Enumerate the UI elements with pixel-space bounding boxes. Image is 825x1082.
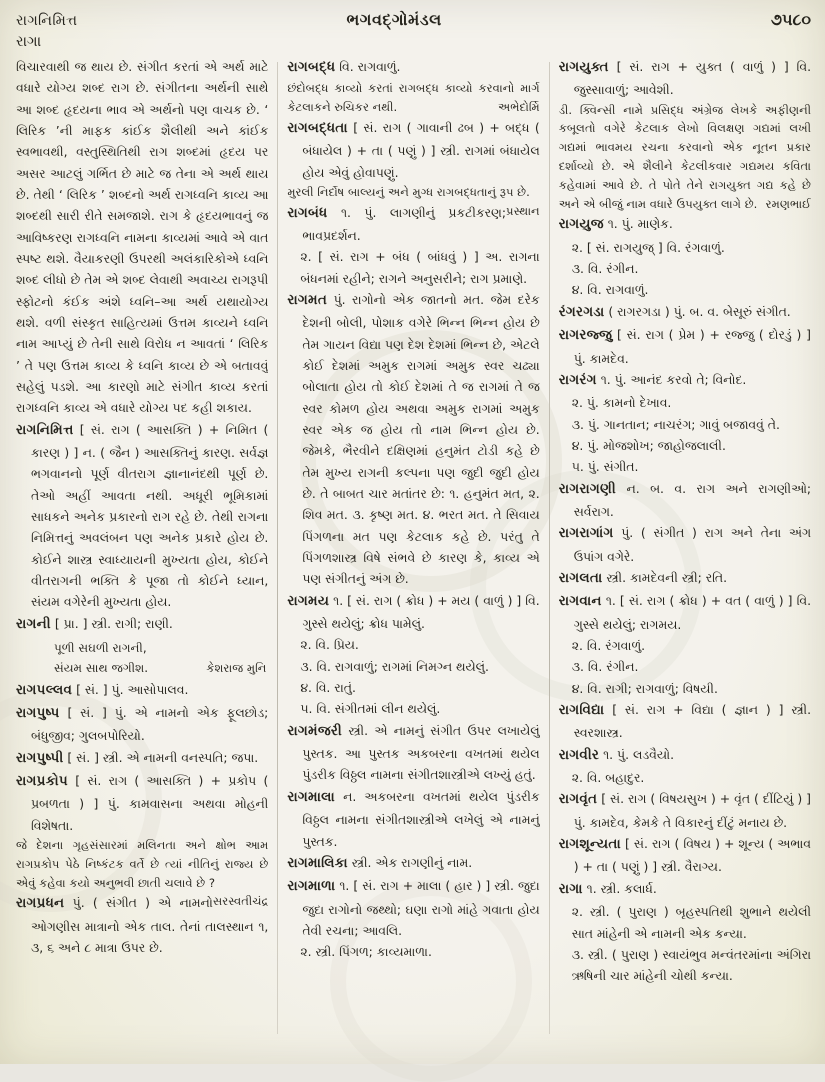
dictionary-entry: રાગા ૧. સ્ત્રી. કલાર્ધ. [558, 880, 657, 897]
sense-item: ૪. પું. મોજશોખ; જાહોજલાલી. [571, 437, 726, 453]
entry-headword: રાગબદ્ધતા [287, 119, 348, 136]
quote-citation: ડી. ક્વિન્સી નામે પ્રસિદ્ધ અંગ્રેજ લેખકે અફીણની કબૂલતો વગેરે કેટલાક લેખો વિલક્ષણ ગદ્યમાં લખી ગદ્યમાં ભાવમય રચના કરવાનો એક નૂતન પ્રકાર દર્શાવ્યો છે. એ શૈલીને કેટલીકવાર ગદ્યમય કવિતા કહેવામાં આવે છે. તે પોતે તેને રાગયુક્ત ગદ્ય કહે છે અને એ બીજું નામ વધારે ઉપયુક્ત લાગે છે. રમણભાઈ [559, 101, 811, 214]
entry-headword: રાગશૂન્યતા [558, 836, 621, 853]
continuation-paragraph: વિચારવાથી જ થાય છે. સંગીત કરતાં એ અર્થ માટે વધારે યોગ્ય શબ્દ રાગ છે. સંગીતના અર્થની સાથે આ શબ્દ હૃદયના ભાવ એ અર્થનો પણ વાચક છે. ‘ લિરિક ’ની માફક કાંઈક શૈલીથી અને કાંઈક સ્વભાવથી, વસ્તુસ્થિતિથી રાગ શબ્દમાં હૃદય પર અસર આટલું ગર્ભિત છે માટે જ તેના એ અર્થ થાય છે. તેથી ‘ લિરિક ’ શબ્દનો અર્થ રાગધ્વનિ કાવ્ય આ શબ્દથી સારી રીતે સમજાશે. રાગ કે હૃદયભાવનું જ આવિષ્કરણ રાગધ્વનિ નામના કાવ્યમાં આવે એ વાત સ્પષ્ટ થશે. વૈયાકરણી ઉપરથી અલંકારિકોએ ધ્વનિ શબ્દ લીધો છે તેમ એ શબ્દ લેવાથી અવાચ્ય રાગરૂપી સ્ફોટનો કંઈક અંશે ધ્વનિ–આ અર્થ યથાયોગ્ય થશે. વળી સંસ્કૃત સાહિત્યમાં ઉત્તમ કાવ્યને ધ્વનિ નામ આપ્યું છે તેની સાથે વિરોધ ન આવતાં ‘ લિરિક ’ તે પણ ઉત્તમ કાવ્ય કે ધ્વનિ કાવ્ય છે એ બતાવવું સહેલું પડશે. આ કારણો માટે સંગીત કાવ્ય કરતાં રાગધ્વનિ કાવ્ય એ વધારે યોગ્ય પદ કહી શકાય. [16, 59, 269, 416]
sense-item: ૩. પું. ગાનતાન; નાચરંગ; ગાવું બજાવવું તે. [571, 416, 780, 432]
sense-item: ૫. પું. સંગીત. [571, 459, 639, 475]
column-divider [549, 62, 550, 1034]
dictionary-column-3 [559, 56, 811, 1044]
dictionary-entry: રાગપુષ્પ [ સં. ] પું. એ નામનો એક ફૂલછોડ; બંધુજીવ; ગુલબપોરિયો. [16, 704, 269, 744]
entry-headword: રાગમંજરી [287, 722, 342, 739]
dictionary-entry: રાગયુક્ત [ સં. રાગ + યુક્ત ( વાળું ) ] વિ. જુસ્સાવાળું; આવેશી. [558, 59, 811, 98]
dictionary-entry: રાગમાલિકા સ્ત્રી. એક રાગણીનું નામ. [287, 854, 473, 871]
running-head-last-word: રાગા [16, 34, 42, 50]
dictionary-entry: રાગબદ્ધતા [ સં. રાગ ( ગાવાની ઢબ ) + બદ્ધ ( બંધાયેલ ) + તા ( પણું ) ] સ્ત્રી. રાગમાં બંધાયેલ હોય એવું હોવાપણું. [287, 119, 540, 180]
sense-item: ૨. [ સં. રાગ + બંધ ( બાંધવું ) ] અ. રાગના બંધનમાં રહીને; રાગને અનુસરીને; રાગ પ્રમાણે. [300, 249, 540, 286]
columns-container [16, 56, 811, 1044]
dictionary-entry: રાગબદ્ધ વિ. રાગવાળું. [287, 59, 401, 75]
entry-headword: રાગરજ્જુ [558, 327, 613, 344]
sense-item: ૨. પું. કામનો દેખાવ. [571, 395, 672, 411]
dictionary-entry: રાગરાગણી ન. બ. વ. રાગ અને રાગણીઓ; સર્વરાગ. [558, 480, 811, 519]
book-title: ભગવદ્ગોમંડલ [346, 10, 442, 29]
dictionary-entry: રાગરજ્જુ [ સં. રાગ ( પ્રેમ ) + રજ્જુ ( દોરડું ) ] પું. કામદેવ. [558, 327, 811, 366]
entry-headword: રાગપુષ્પ [16, 704, 60, 721]
running-head-first-word: રાગનિમિત્ત [16, 13, 78, 29]
dictionary-entry: રાગવાન ૧. [ સં. રાગ ( ક્રોધ ) + વત ( વાળું ) ] વિ. ગુસ્સે થયેલું; રાગમય. [558, 593, 811, 632]
quote-attribution: સરસ્વતીચંદ્ર [212, 894, 269, 909]
quote-attribution: કેશરાજ મુનિ [206, 660, 267, 675]
dictionary-entry: રાગરાગાંગ પું. ( સંગીત ) રાગ અને તેના અંગ ઉપાંગ વગેરે. [558, 525, 811, 564]
sense-item: ૩. વિ. રંગીન. [571, 659, 639, 675]
entry-headword: રાગબદ્ધ [287, 59, 336, 75]
sense-item: ૪. વિ. રાતું. [300, 680, 356, 696]
sense-item: ૪. વિ. રાગવાળું. [571, 282, 649, 298]
entry-headword: રાગપુષ્પી [16, 749, 64, 766]
entry-headword: રાગનિમિત્ત [16, 421, 74, 438]
dictionary-entry: રાગવૃંત [ સં. રાગ ( વિષયસુખ ) + વૃંત ( દીંટિયું ) ] પું. કામદેવ, કેમકે તે વિકારનું દીંટું મનાય છે. [558, 791, 811, 830]
dictionary-entry: રાગનિમિત્ત [ સં. રાગ ( આસક્તિ ) + નિમિત ( કારણ ) ] ન. ( જૈન ) આસક્તિનું કારણ. સર્વજ્ઞ ભગવાનનો પૂર્ણ વીતરાગ જ્ઞાનાનંદથી પૂર્ણ છે. તેઓ અહીં આવતા નથી. અધૂરી ભૂમિકામાં સાધકને અનેક પ્રકારનો રાગ રહે છે. તેથી રાગના નિમિત્તનું અવલંબન પણ અનેક પ્રકારે હોય છે. કોઈને શાસ્ત્ર સ્વાધ્યાયની મુખ્યતા હોય, કોઈને વીતરાગની ભક્તિ કે પૂજા તો કોઈને ધ્યાન, સંયમ વગેરેની મુખ્યતા હોય. [16, 421, 269, 610]
column-divider [277, 62, 278, 1034]
entry-headword: રાગા [558, 880, 583, 897]
dictionary-entry: રાગલતા સ્ત્રી. કામદેવની સ્ત્રી; રતિ. [558, 569, 728, 586]
quote-citation: છંદોબદ્ધ કાવ્યો કરતાં રાગબદ્ધ કાવ્યો કરવાનો માર્ગ કેટલાકને રુચિકર નથી. અભેદોર્મિ [287, 79, 539, 117]
entry-headword: રાગવીર [558, 746, 600, 763]
entry-headword: રંગરગડા [558, 303, 605, 320]
sense-item: ૪. વિ. રાગી; રાગવાળું; વિષયી. [571, 680, 718, 696]
entry-headword: રાગરાગણી [558, 480, 616, 497]
entry-headword: રાગની [16, 615, 51, 632]
entry-headword: રાગલતા [558, 569, 603, 586]
dictionary-column-1 [16, 56, 268, 1044]
page-header [16, 10, 811, 30]
sense-item: ૩. વિ. રાગવાળું; રાગમાં નિમગ્ન થયેલું. [300, 658, 489, 674]
dictionary-entry: રાગમય ૧. [ સં. રાગ ( ક્રોધ ) + મય ( વાળું ) ] વિ. ગુસ્સે થયેલું; ક્રોધ પામેલું. [287, 592, 540, 632]
entry-headword: રાગમાલા [287, 788, 335, 805]
dictionary-entry: રાગમાલા ન. અકબરના વખતમાં થયેલ પુંડરીક વિઠ્ઠલ નામના સંગીતશાસ્ત્રીએ લખેલું એ નામનું પુસ્તક. [287, 788, 540, 849]
quote-attribution: અભેદોર્મિ [497, 100, 540, 115]
entry-headword: રાગમત [287, 292, 328, 309]
entry-headword: રાગવૃંત [558, 791, 598, 808]
quote-attribution: પ્રસ્થાન [506, 203, 540, 218]
sense-item: ૨. [ સં. રાગયુજ્ ] વિ. રંગવાળું. [571, 239, 725, 255]
dictionary-entry: રાગપુષ્પી [ સં. ] સ્ત્રી. એ નામની વનસ્પતિ; જપા. [16, 749, 259, 766]
entry-headword: રાગવિદ્યા [558, 701, 605, 718]
dictionary-entry: રાગપ્રકોપ [ સં. રાગ ( આસક્તિ ) + પ્રકોપ ( પ્રબળતા ) ] પું. કામવાસના અથવા મોહની વિશેષતા. [16, 773, 269, 833]
dictionary-entry: રાગબંધ ૧. પું. લાગણીનું પ્રકટીકરણ; ભાવપ્રદર્શન. [287, 204, 507, 244]
sense-item: ૨. વિ. રંગવાળું. [571, 638, 646, 653]
entry-headword: રાગપ્રધન [16, 895, 65, 912]
dictionary-entry: રાગમત પું. રાગોનો એક જાતનો મત. જેમ દરેક દેશની બોલી, પોશાક વગેરે ભિન્ન ભિન્ન હોય છે તેમ ગાયન વિદ્યા પણ દેશ દેશમાં ભિન્ન છે, એટલે કોઈ દેશમાં અમુક રાગમાં અમુક સ્વર ચઢ્યા બોલાતા હોય તો કોઈ દેશમાં તે જ રાગમાં તે જ સ્વર કોમળ હોય અથવા અમુક રાગમાં અમુક સ્વર એક જ હોય તો નામ ભિન્ન હોય છે. જેમકે, ભૈરવીને દક્ષિણમાં હનુમંત ટોડી કહે છે તેમ મુખ્ય રાગની કલ્પના પણ જુદી જુદી હોય છે. તે બાબત ચાર મતાંતર છે: ૧. હનુમંત મત, ૨. શિવ મત. ૩. કૃષ્ણ મત. ૪. ભરત મત. તે સિવાય પિંગળના મત પણ કેટલાક કહે છે. પરંતુ તે પિંગળશાસ્ત્ર વિષે સંભવે છે કારણ કે, કાવ્ય એ પણ સંગીતનું અંગ છે. [287, 292, 540, 587]
sense-item: ૨. સ્ત્રી. પિંગળ; કાવ્યમાળા. [300, 944, 432, 960]
dictionary-entry: રાગયુજ ૧. પું. માણેક. [558, 216, 673, 233]
dictionary-entry: રાગપલ્લવ [ સં. ] પું. આસોપાલવ. [16, 681, 189, 698]
sense-item: ૩. સ્ત્રી. ( પુરાણ ) સ્વાયંભુવ મન્વંતરમાંના અંગિરા ઋષિની ચાર માંહેની ચોથી કન્યા. [571, 946, 811, 984]
entry-headword: રાગબંધ [287, 204, 328, 221]
sense-item: ૨. વિ. પ્રિય. [300, 637, 359, 653]
dictionary-entry: રાગવીર ૧. પું. લડવૈયો. [558, 746, 675, 763]
entry-headword: રાગમય [287, 592, 330, 609]
dictionary-column-2 [287, 56, 539, 1044]
verse-quote [54, 639, 266, 679]
dictionary-entry: રંગરગડા ( રાગરગડા ) પું. બ. વ. બેસૂરું સંગીત. [558, 303, 791, 320]
dictionary-entry: રાગની [ પ્રા. ] સ્ત્રી. રાગી; રાણી. [16, 615, 173, 632]
entry-headword: રાગપલ્લવ [16, 681, 73, 698]
quote-citation: જે દેશના ગૃહસંસારમાં મલિનતા અને ક્ષોભ આમ રાગપ્રકોપ પેઠે નિષ્કંટક વર્તે છે ત્યાં નીતિનું રાજ્ય છે એવું કહેવા કયો અનુભવી છાતી ચલાવે છે ? સરસ્વતીચંદ્ર [16, 836, 268, 892]
dictionary-entry: રાગમાળા ૧. [ સં. રાગ + માલા ( હાર ) ] સ્ત્રી. જુદા જુદા રાગોનો જથ્થો; ઘણા રાગો માંહે ગવાતા હોય તેવી રચના; આવલિ. [287, 878, 540, 938]
dictionary-entry: રાગશૂન્યતા [ સં. રાગ ( વિષય ) + શૂન્ય ( અભાવ ) + તા ( પણું ) ] સ્ત્રી. વૈરાગ્ય. [558, 836, 811, 875]
dictionary-entry: રાગરંગ ૧. પું. આનંદ કરવો તે; વિનોદ. [558, 371, 747, 388]
dictionary-entry: રાગમંજરી સ્ત્રી. એ નામનું સંગીત ઉપર લખાયેલું પુસ્તક. આ પુસ્તક અકબરના વખતમાં થયેલ પુંડરીક વિઠ્ઠલ નામના સંગીતશાસ્ત્રીએ લખ્યું હતું. [287, 722, 540, 783]
sense-item: ૩. વિ. રંગીન. [571, 261, 639, 277]
quote-attribution: રમણભાઈ [765, 196, 811, 211]
dictionary-entry: રાગવિદ્યા [ સં. રાગ + વિદ્યા ( જ્ઞાન ) ] સ્ત્રી. સ્વરશાસ્ત્ર. [558, 701, 811, 741]
page-number: ૭૫૮૦ [770, 10, 811, 29]
quote-citation: મુરલી નિર્દોષ બાલ્યનું અને મુગ્ધ રાગબદ્ધતાનું રૂપ છે. પ્રસ્થાન [287, 183, 539, 202]
verse-line: પૂળી સઘળી રાગની, [54, 640, 147, 655]
entry-headword: રાગયુજ [558, 216, 604, 233]
sense-item: ૨. સ્ત્રી. ( પુરાણ ) બૃહસ્પતિથી શુભાને થયેલી સાત માંહેની એ નામની એક કન્યા. [571, 904, 811, 941]
sense-item: ૫. વિ. સંગીતમાં લીન થયેલું. [300, 701, 441, 717]
entry-headword: રાગમાલિકા [287, 854, 348, 871]
entry-headword: રાગરાગાંગ [558, 525, 614, 542]
verse-line: સંયમ સાથ જગીશ. [54, 660, 149, 675]
sense-item: ૨. વિ. બહાદુર. [571, 770, 645, 786]
entry-headword: રાગયુક્ત [558, 59, 609, 75]
entry-headword: રાગપ્રકોપ [16, 773, 68, 789]
entry-headword: રાગરંગ [558, 371, 597, 388]
entry-headword: રાગમાળા [287, 878, 336, 895]
entry-headword: રાગવાન [558, 593, 602, 610]
dictionary-entry: રાગપ્રધન પું. ( સંગીત ) એ નામનો ઓગણીસ માત્રાનો એક તાલ. તેનાં તાલસ્થાન ૧, ૩, ૬ અને ૮ માત્રા ઉપર છે. [16, 895, 269, 956]
